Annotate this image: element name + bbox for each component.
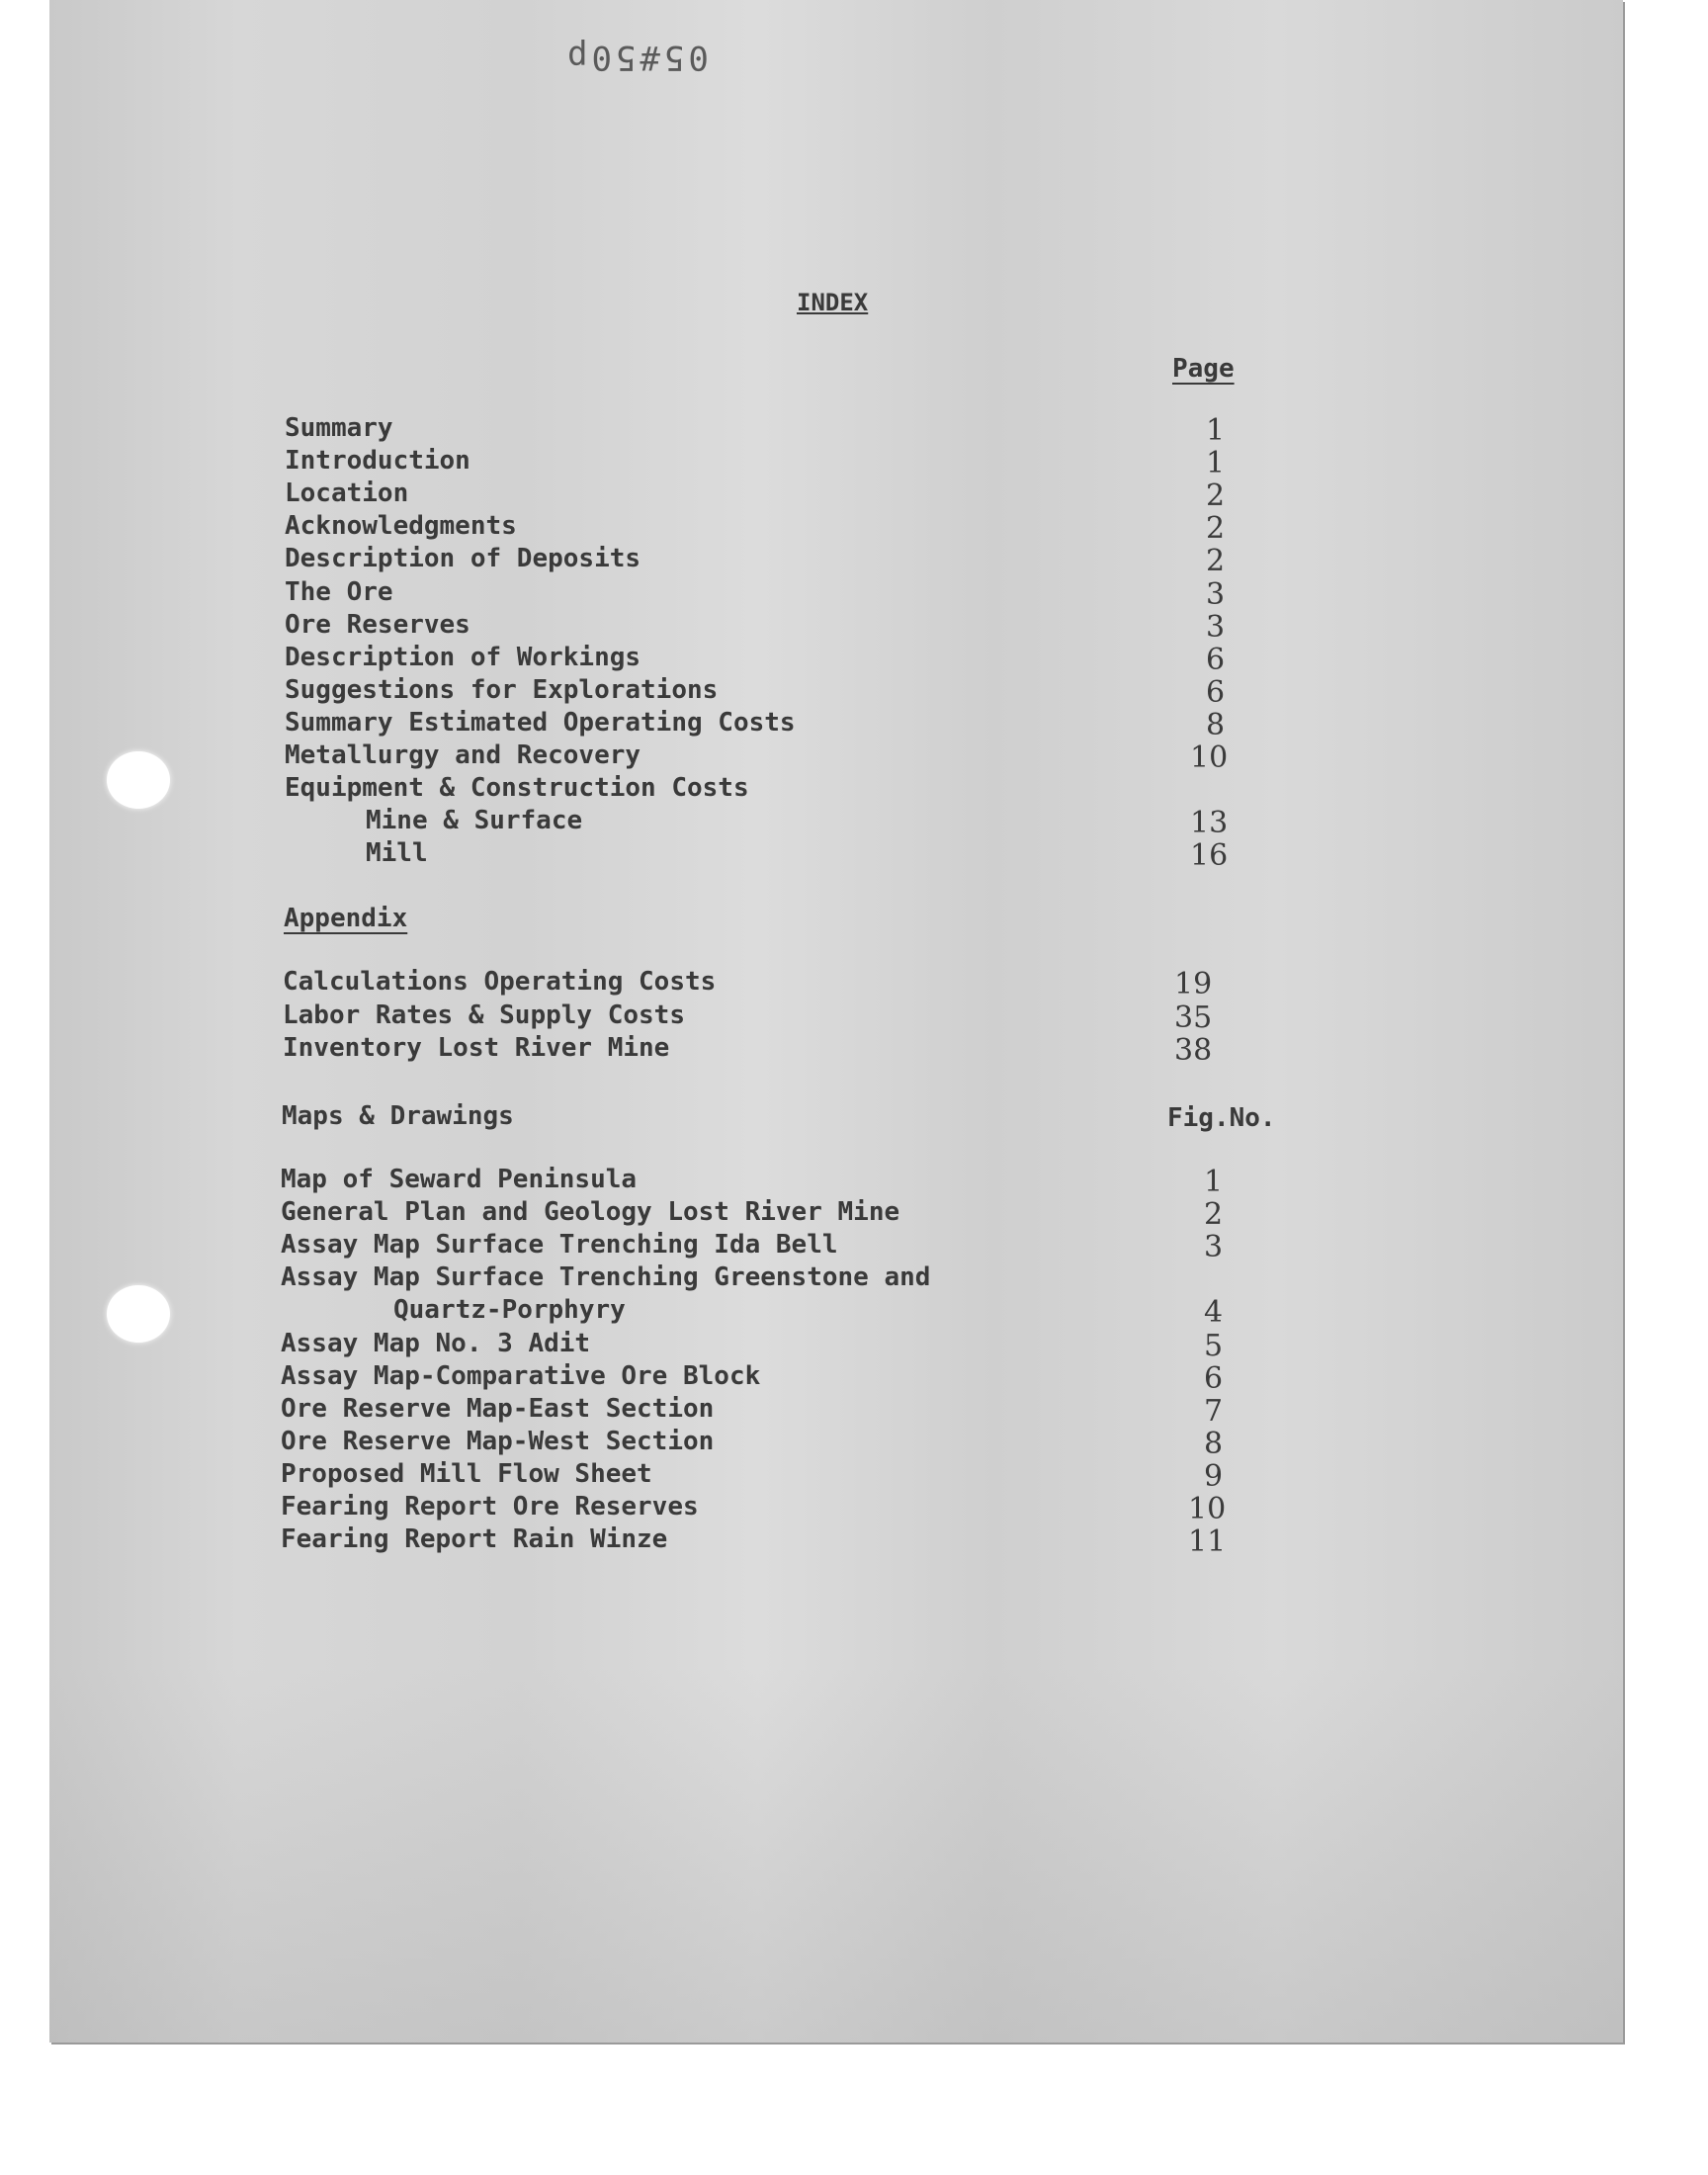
entry-figure-number: 7 [1204, 1393, 1224, 1429]
entry-figure-number: 1 [1204, 1165, 1224, 1199]
entry-title: Equipment & Construction Costs [285, 773, 749, 804]
maps-header: Maps & Drawings [282, 1101, 514, 1131]
index-entry [49, 1328, 1532, 1363]
index-entry [49, 1000, 1532, 1035]
index-entry [49, 1230, 1532, 1265]
entry-title: Metallurgy and Recovery [285, 740, 641, 770]
index-entry [49, 838, 1532, 874]
entry-title: Assay Map Surface Trenching Greenstone and [281, 1262, 931, 1293]
entry-title: Location [285, 478, 409, 509]
entry-title: Mine & Surface [366, 806, 583, 836]
entry-title: Map of Seward Peninsula [281, 1165, 638, 1194]
index-entry [49, 674, 1532, 710]
entry-title: Description of Workings [285, 642, 641, 672]
index-entry [49, 708, 1532, 740]
entry-title: Proposed Mill Flow Sheet [281, 1458, 652, 1489]
entry-page-number: 3 [1206, 609, 1226, 645]
entry-page-number: 2 [1206, 478, 1226, 514]
entry-page-number: 1 [1206, 446, 1226, 481]
entry-title: Labor Rates & Supply Costs [283, 1000, 685, 1030]
entry-page-number: 3 [1206, 576, 1226, 612]
index-entry [49, 1524, 1532, 1560]
entry-title: Summary Estimated Operating Costs [285, 707, 796, 738]
entry-title: Summary [285, 413, 393, 443]
index-entry [49, 773, 1532, 805]
entry-page-number: 38 [1174, 1033, 1213, 1068]
index-entry [49, 478, 1532, 514]
index-entry [49, 1165, 1532, 1199]
entry-figure-number: 11 [1188, 1524, 1227, 1560]
index-entry [49, 446, 1532, 481]
index-entry [49, 544, 1532, 579]
index-entry [49, 1458, 1532, 1494]
index-entry [49, 609, 1532, 645]
entry-title: Calculations Operating Costs [283, 967, 717, 997]
entry-title: Quartz-Porphyry [393, 1295, 626, 1326]
entry-figure-number: 8 [1204, 1426, 1224, 1461]
entry-figure-number: 10 [1188, 1492, 1227, 1526]
entry-page-number: 35 [1174, 1000, 1213, 1035]
entry-figure-number: 5 [1204, 1328, 1224, 1363]
entry-title: Assay Map No. 3 Adit [281, 1328, 591, 1358]
entry-title: General Plan and Geology Lost River Mine [281, 1197, 900, 1228]
page-title: INDEX [797, 289, 869, 316]
entry-figure-number: 4 [1204, 1295, 1224, 1331]
entry-page-number: 2 [1206, 511, 1226, 547]
entry-page-number: 19 [1174, 967, 1213, 1001]
entry-title: Description of Deposits [285, 544, 641, 574]
entry-page-number: 6 [1206, 674, 1226, 710]
entry-title: Ore Reserve Map-East Section [281, 1393, 715, 1424]
entry-figure-number: 2 [1204, 1197, 1224, 1233]
entry-title: Ore Reserve Map-West Section [281, 1426, 715, 1456]
index-entry [49, 1492, 1532, 1526]
entry-figure-number: 3 [1204, 1230, 1224, 1265]
entry-title: Suggestions for Explorations [285, 674, 719, 705]
index-entry [49, 642, 1532, 677]
entry-title: The Ore [285, 576, 393, 607]
entry-page-number: 16 [1190, 838, 1229, 874]
entry-page-number: 8 [1206, 707, 1226, 742]
entry-title: Ore Reserves [285, 609, 470, 640]
index-entry [49, 1033, 1532, 1068]
entry-title: Fearing Report Ore Reserves [281, 1492, 699, 1522]
page-column-header: Page [1172, 354, 1235, 384]
index-entry [49, 806, 1532, 841]
index-entry [49, 967, 1532, 999]
index-entry [49, 1197, 1532, 1233]
entry-title: Introduction [285, 446, 470, 477]
entry-figure-number: 9 [1204, 1458, 1224, 1494]
document-page [49, 0, 1623, 2043]
index-entry [49, 1262, 1532, 1294]
index-entry [49, 1426, 1532, 1461]
entry-page-number: 13 [1190, 806, 1229, 841]
index-entry [49, 576, 1532, 612]
entry-page-number: 6 [1206, 642, 1226, 677]
entry-figure-number: 6 [1204, 1360, 1224, 1396]
document-stamp: 05#50p [563, 38, 709, 77]
appendix-header: Appendix [284, 904, 408, 933]
entry-page-number: 2 [1206, 544, 1226, 579]
entry-title: Assay Map Surface Trenching Ida Bell [281, 1230, 838, 1261]
entry-title: Mill [366, 838, 428, 869]
index-entry [49, 1295, 1532, 1331]
index-entry [49, 740, 1532, 775]
entry-title: Fearing Report Rain Winze [281, 1524, 668, 1555]
index-entry [49, 1393, 1532, 1429]
index-entry [49, 413, 1532, 448]
entry-title: Assay Map-Comparative Ore Block [281, 1360, 761, 1391]
entry-title: Inventory Lost River Mine [283, 1033, 670, 1063]
entry-page-number: 10 [1190, 740, 1229, 775]
fig-column-header: Fig.No. [1167, 1103, 1276, 1133]
index-entry [49, 1360, 1532, 1396]
entry-page-number: 1 [1206, 413, 1226, 448]
index-entry [49, 511, 1532, 547]
entry-title: Acknowledgments [285, 511, 517, 542]
